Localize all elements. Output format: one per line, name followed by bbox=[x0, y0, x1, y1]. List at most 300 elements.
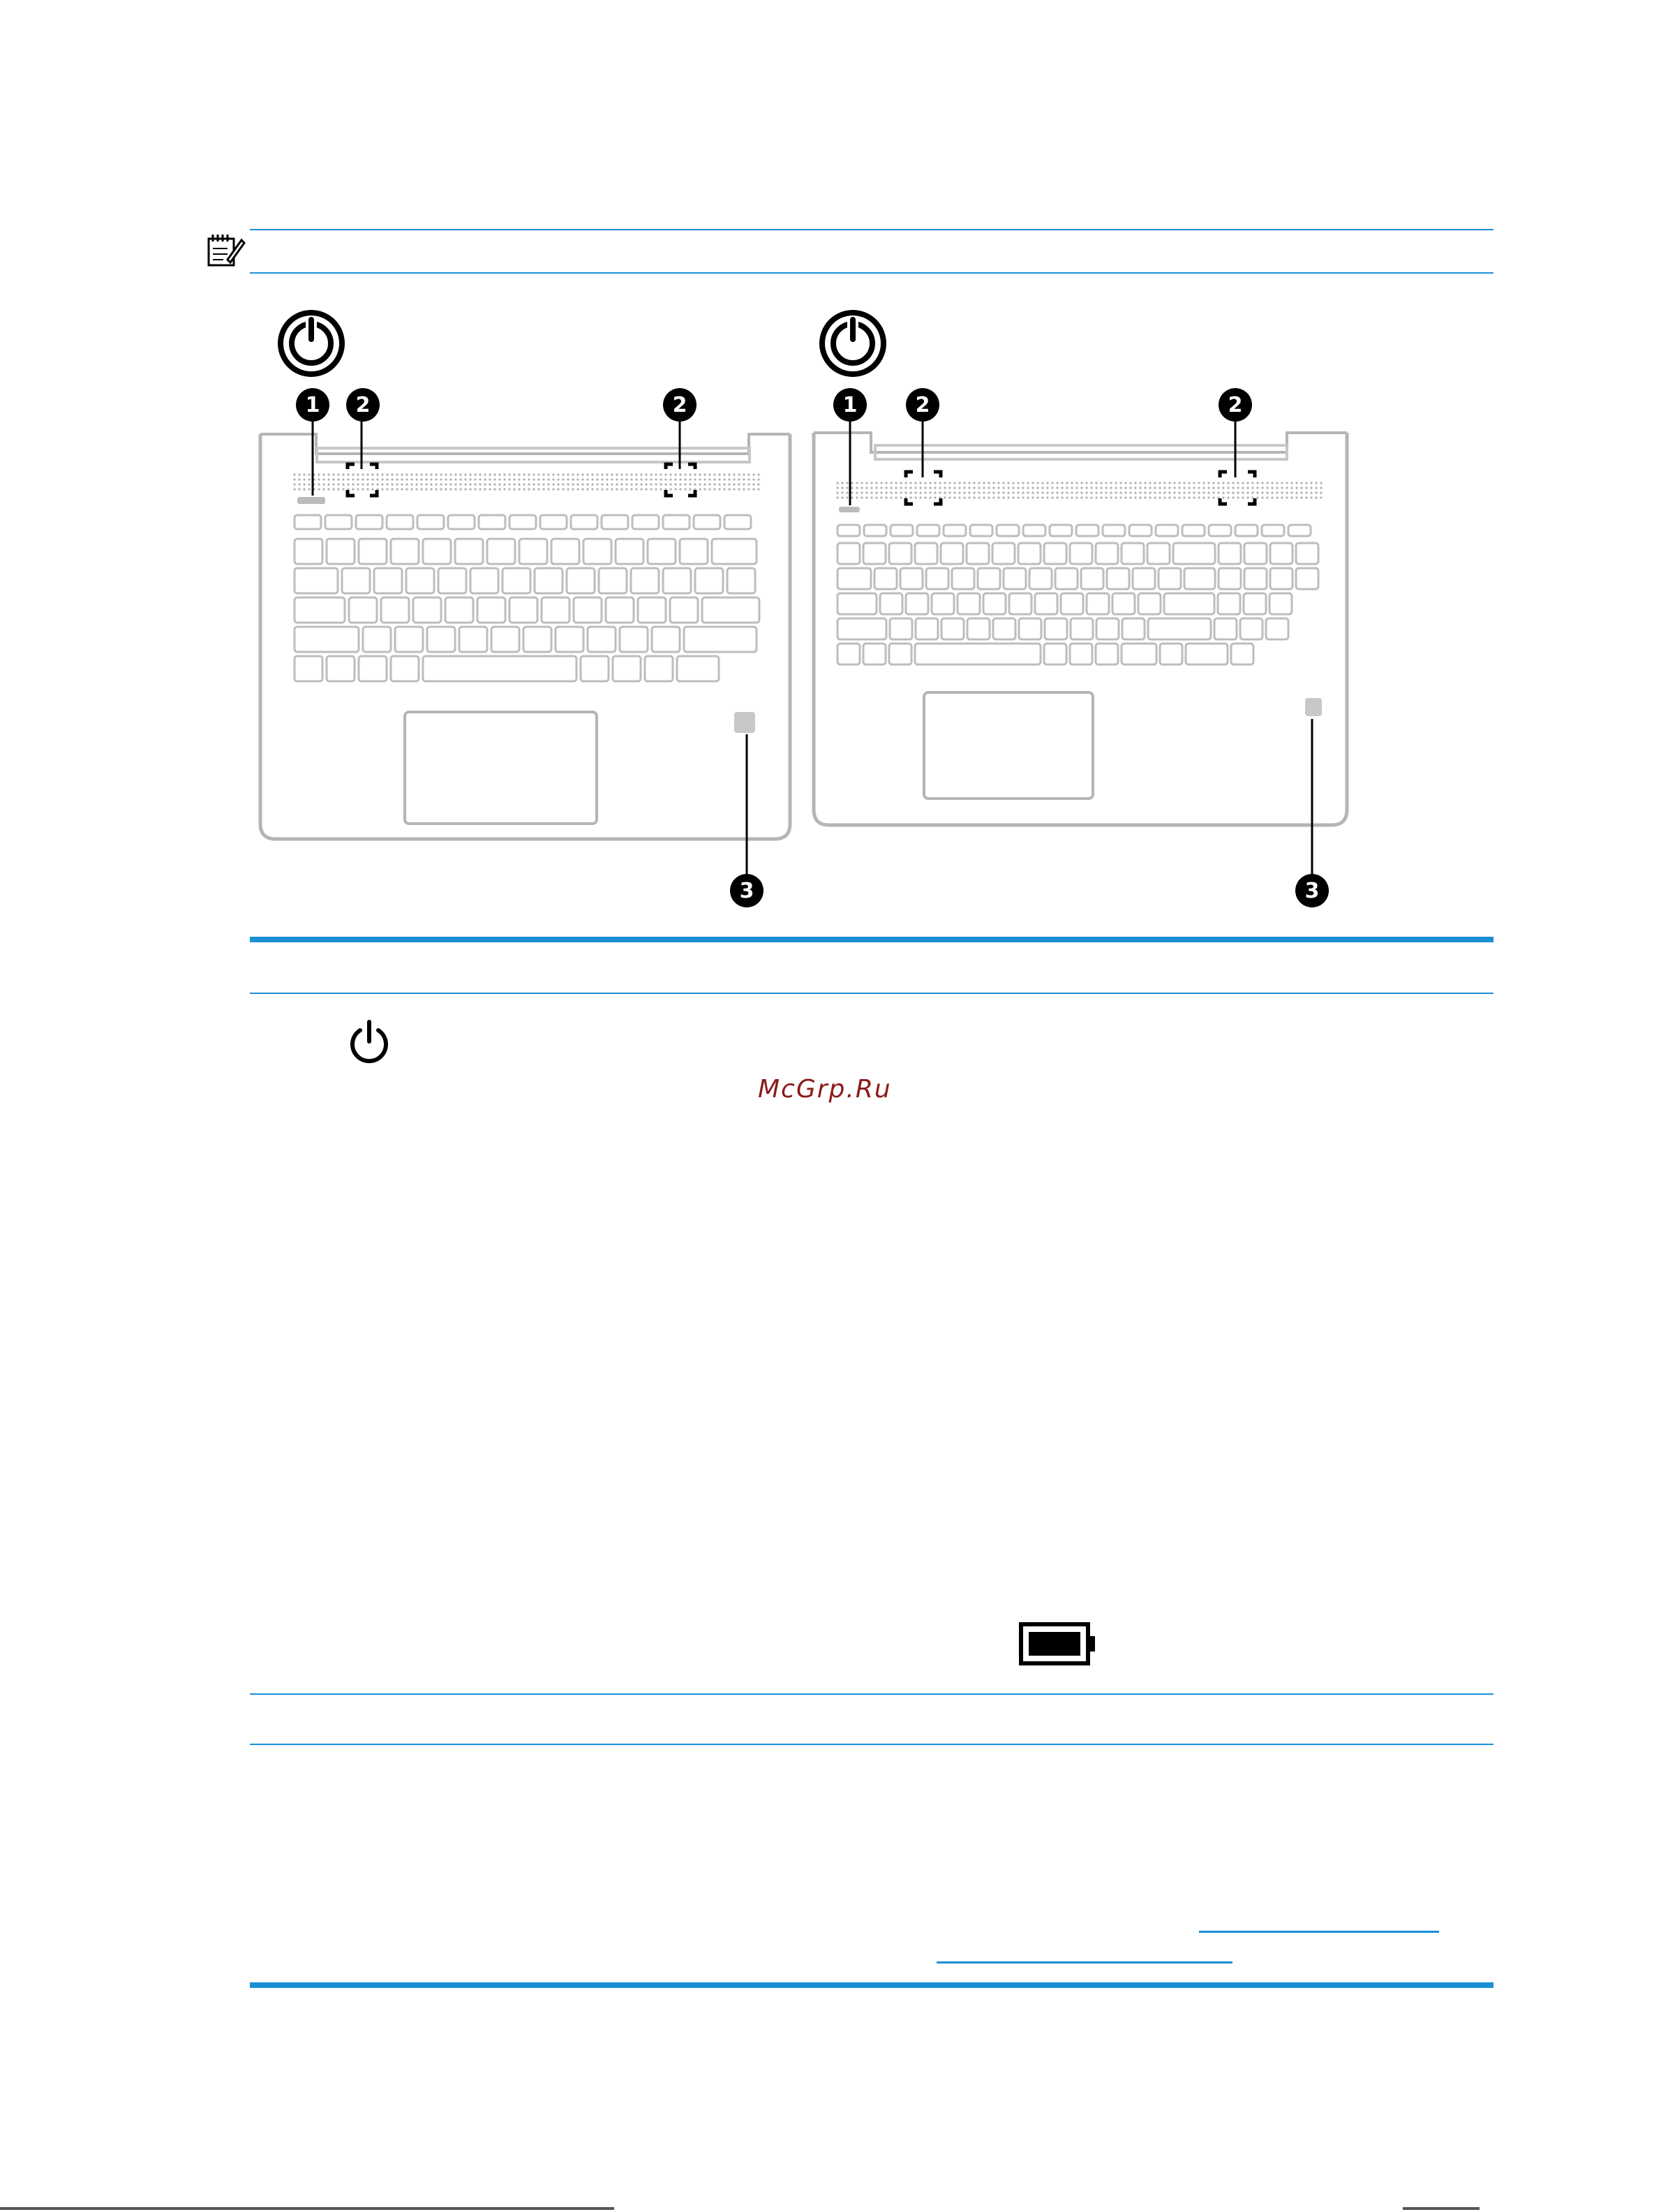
keyboard-key bbox=[915, 543, 937, 564]
speaker-hole bbox=[381, 488, 383, 490]
keyboard-key bbox=[1070, 644, 1092, 665]
speaker-hole bbox=[723, 488, 725, 490]
speaker-hole bbox=[1124, 487, 1126, 489]
speaker-hole bbox=[410, 473, 412, 475]
keyboard-key bbox=[551, 539, 579, 564]
keyboard-key bbox=[479, 515, 505, 529]
speaker-hole bbox=[1295, 491, 1297, 493]
speaker-hole bbox=[660, 483, 662, 485]
speaker-hole bbox=[664, 478, 666, 480]
speaker-hole bbox=[1115, 487, 1117, 489]
speaker-hole bbox=[1242, 496, 1244, 498]
speaker-hole bbox=[1031, 482, 1034, 484]
keyboard-key bbox=[1035, 593, 1057, 614]
speaker-hole bbox=[1085, 491, 1087, 493]
speaker-hole bbox=[738, 483, 740, 485]
left-laptop bbox=[260, 313, 790, 907]
speaker-hole bbox=[1036, 491, 1038, 493]
speaker-hole bbox=[445, 473, 447, 475]
speaker-hole bbox=[342, 488, 344, 490]
keyboard-key bbox=[863, 543, 886, 564]
speaker-hole bbox=[708, 488, 710, 490]
speaker-hole bbox=[733, 473, 735, 475]
speaker-hole bbox=[1022, 491, 1024, 493]
speaker-hole bbox=[997, 487, 999, 489]
speaker-hole bbox=[963, 491, 965, 493]
speaker-hole bbox=[655, 483, 657, 485]
speaker-hole bbox=[1198, 482, 1200, 484]
speaker-hole bbox=[909, 482, 911, 484]
speaker-hole bbox=[856, 482, 858, 484]
speaker-hole bbox=[1183, 491, 1185, 493]
speaker-hole bbox=[513, 473, 515, 475]
speaker-hole bbox=[1080, 482, 1082, 484]
speaker-hole bbox=[513, 478, 515, 480]
speaker-hole bbox=[596, 478, 598, 480]
speaker-hole bbox=[474, 478, 476, 480]
speaker-hole bbox=[386, 488, 388, 490]
speaker-hole bbox=[948, 482, 951, 484]
speaker-hole bbox=[650, 478, 652, 480]
speaker-hole bbox=[846, 482, 848, 484]
keyboard-key bbox=[724, 515, 751, 529]
speaker-hole bbox=[1061, 487, 1063, 489]
keyboard-key bbox=[1159, 568, 1181, 589]
speaker-hole bbox=[1061, 496, 1063, 498]
speaker-hole bbox=[405, 478, 408, 480]
keyboard-key bbox=[349, 597, 377, 623]
speaker-hole bbox=[1075, 487, 1078, 489]
keyboard-key bbox=[837, 543, 860, 564]
speaker-hole bbox=[1095, 487, 1097, 489]
speaker-hole bbox=[1246, 491, 1249, 493]
speaker-hole bbox=[332, 478, 334, 480]
speaker-hole bbox=[1154, 491, 1156, 493]
speaker-hole bbox=[459, 488, 461, 490]
speaker-hole bbox=[420, 483, 422, 485]
speaker-hole bbox=[1183, 487, 1185, 489]
svg-text:2: 2 bbox=[672, 393, 687, 417]
keyboard-key bbox=[1288, 525, 1311, 536]
speaker-hole bbox=[703, 483, 706, 485]
speaker-hole bbox=[738, 473, 740, 475]
speaker-hole bbox=[1237, 482, 1239, 484]
keyboard-key bbox=[890, 618, 912, 639]
speaker-hole bbox=[606, 488, 608, 490]
speaker-hole bbox=[337, 483, 339, 485]
keyboard-key bbox=[1235, 525, 1258, 536]
speaker-hole bbox=[1139, 496, 1141, 498]
speaker-hole bbox=[900, 487, 902, 489]
speaker-hole bbox=[1124, 482, 1126, 484]
speaker-hole bbox=[669, 483, 671, 485]
keyboard-key bbox=[491, 627, 519, 652]
speaker-hole bbox=[1276, 496, 1278, 498]
keyboard-key bbox=[941, 543, 963, 564]
keyboard-key bbox=[958, 593, 980, 614]
speaker-hole bbox=[630, 478, 632, 480]
speaker-hole bbox=[493, 473, 496, 475]
speaker-hole bbox=[576, 488, 579, 490]
speaker-hole bbox=[1281, 496, 1283, 498]
speaker-hole bbox=[757, 483, 759, 485]
speaker-hole bbox=[440, 488, 442, 490]
speaker-hole bbox=[1276, 487, 1278, 489]
speaker-hole bbox=[1071, 482, 1073, 484]
speaker-hole bbox=[1149, 482, 1151, 484]
speaker-hole bbox=[934, 491, 936, 493]
speaker-hole bbox=[718, 483, 720, 485]
keyboard-key bbox=[423, 539, 451, 564]
speaker-hole bbox=[973, 487, 975, 489]
speaker-hole bbox=[362, 483, 364, 485]
speaker-hole bbox=[988, 491, 990, 493]
speaker-hole bbox=[1202, 491, 1205, 493]
speaker-hole bbox=[635, 488, 637, 490]
speaker-hole bbox=[1212, 482, 1214, 484]
speaker-hole bbox=[625, 473, 627, 475]
speaker-hole bbox=[1173, 496, 1175, 498]
speaker-hole bbox=[635, 473, 637, 475]
keyboard-key bbox=[1133, 568, 1155, 589]
keyboard-key bbox=[1044, 543, 1066, 564]
speaker-hole bbox=[861, 482, 863, 484]
keyboard-key bbox=[1071, 618, 1093, 639]
speaker-hole bbox=[1159, 496, 1161, 498]
link-underline[interactable] bbox=[1199, 1931, 1439, 1933]
speaker-hole bbox=[503, 488, 505, 490]
speaker-hole bbox=[841, 487, 843, 489]
speaker-hole bbox=[557, 488, 559, 490]
speaker-hole bbox=[420, 473, 422, 475]
speaker-hole bbox=[1183, 496, 1185, 498]
keyboard-key bbox=[602, 515, 628, 529]
speaker-hole bbox=[630, 483, 632, 485]
speaker-hole bbox=[581, 483, 583, 485]
right-power-button bbox=[839, 507, 860, 512]
speaker-hole bbox=[474, 483, 476, 485]
speaker-hole bbox=[1251, 482, 1253, 484]
power-icon bbox=[281, 313, 342, 374]
keyboard-key bbox=[983, 593, 1006, 614]
speaker-hole bbox=[747, 478, 750, 480]
speaker-hole bbox=[454, 483, 456, 485]
speaker-hole bbox=[1090, 496, 1092, 498]
speaker-hole bbox=[581, 478, 583, 480]
speaker-hole bbox=[836, 482, 838, 484]
speaker-hole bbox=[939, 482, 941, 484]
speaker-hole bbox=[1139, 482, 1141, 484]
keyboard-key bbox=[509, 597, 537, 623]
speaker-hole bbox=[978, 496, 980, 498]
keyboard-key bbox=[445, 597, 473, 623]
speaker-hole bbox=[747, 488, 750, 490]
speaker-hole bbox=[679, 478, 681, 480]
speaker-hole bbox=[415, 478, 417, 480]
keyboard-key bbox=[1219, 543, 1241, 564]
speaker-hole bbox=[401, 478, 403, 480]
speaker-hole bbox=[841, 496, 843, 498]
keyboard-key bbox=[1160, 644, 1182, 665]
keyboard-key bbox=[967, 618, 990, 639]
speaker-hole bbox=[1168, 482, 1170, 484]
speaker-hole bbox=[581, 473, 583, 475]
speaker-hole bbox=[1066, 496, 1068, 498]
speaker-hole bbox=[445, 483, 447, 485]
speaker-hole bbox=[890, 491, 892, 493]
speaker-hole bbox=[660, 478, 662, 480]
speaker-hole bbox=[1193, 491, 1195, 493]
callout-3 bbox=[730, 874, 764, 907]
keyboard-key bbox=[1173, 543, 1215, 564]
speaker-hole bbox=[562, 488, 564, 490]
speaker-hole bbox=[752, 483, 754, 485]
speaker-hole bbox=[371, 473, 373, 475]
speaker-hole bbox=[861, 491, 863, 493]
speaker-hole bbox=[733, 488, 735, 490]
speaker-hole bbox=[944, 487, 946, 489]
speaker-hole bbox=[405, 488, 408, 490]
speaker-hole bbox=[870, 491, 872, 493]
speaker-hole bbox=[1159, 482, 1161, 484]
speaker-hole bbox=[1134, 487, 1136, 489]
speaker-hole bbox=[728, 483, 730, 485]
speaker-hole bbox=[405, 483, 408, 485]
speaker-hole bbox=[640, 483, 642, 485]
speaker-hole bbox=[919, 496, 921, 498]
speaker-hole bbox=[1085, 496, 1087, 498]
svg-text:2: 2 bbox=[915, 393, 930, 417]
speaker-hole bbox=[1295, 482, 1297, 484]
speaker-hole bbox=[1305, 491, 1307, 493]
keyboard-key bbox=[574, 597, 602, 623]
speaker-hole bbox=[836, 487, 838, 489]
keyboard-key bbox=[917, 525, 939, 536]
speaker-hole bbox=[1129, 487, 1131, 489]
keyboard-key bbox=[1096, 543, 1118, 564]
speaker-hole bbox=[523, 473, 525, 475]
speaker-hole bbox=[1188, 487, 1190, 489]
speaker-hole bbox=[469, 473, 471, 475]
speaker-hole bbox=[1188, 491, 1190, 493]
speaker-hole bbox=[1227, 487, 1229, 489]
speaker-hole bbox=[1242, 491, 1244, 493]
speaker-hole bbox=[973, 491, 975, 493]
speaker-hole bbox=[1119, 496, 1122, 498]
speaker-hole bbox=[723, 478, 725, 480]
speaker-hole bbox=[865, 496, 867, 498]
speaker-hole bbox=[978, 487, 980, 489]
speaker-hole bbox=[1085, 482, 1087, 484]
speaker-hole bbox=[909, 491, 911, 493]
speaker-hole bbox=[684, 483, 686, 485]
speaker-hole bbox=[841, 491, 843, 493]
keyboard-key bbox=[993, 618, 1015, 639]
keyboard-key bbox=[535, 568, 563, 593]
speaker-hole bbox=[669, 478, 671, 480]
keyboard-key bbox=[359, 656, 387, 681]
speaker-hole bbox=[1046, 491, 1048, 493]
speaker-hole bbox=[851, 487, 853, 489]
speaker-hole bbox=[1046, 496, 1048, 498]
callout-2 bbox=[1219, 388, 1252, 422]
speaker-hole bbox=[934, 487, 936, 489]
speaker-hole bbox=[386, 478, 388, 480]
speaker-hole bbox=[694, 483, 696, 485]
speaker-hole bbox=[1276, 482, 1278, 484]
speaker-hole bbox=[738, 488, 740, 490]
left-speaker-grille bbox=[293, 473, 759, 490]
speaker-hole bbox=[376, 483, 378, 485]
speaker-hole bbox=[532, 478, 535, 480]
keyboard-key bbox=[1244, 568, 1267, 589]
note-icon bbox=[207, 233, 246, 268]
speaker-hole bbox=[728, 478, 730, 480]
speaker-hole bbox=[895, 491, 897, 493]
table-bottom-rule bbox=[250, 1982, 1494, 1988]
speaker-hole bbox=[1056, 491, 1058, 493]
callout-2 bbox=[663, 388, 697, 422]
speaker-hole bbox=[318, 483, 320, 485]
speaker-hole bbox=[454, 473, 456, 475]
speaker-hole bbox=[1124, 491, 1126, 493]
speaker-hole bbox=[1041, 496, 1043, 498]
speaker-hole bbox=[303, 473, 305, 475]
speaker-hole bbox=[1002, 496, 1004, 498]
speaker-hole bbox=[567, 488, 569, 490]
speaker-hole bbox=[352, 488, 354, 490]
speaker-hole bbox=[357, 473, 359, 475]
speaker-hole bbox=[430, 478, 432, 480]
speaker-hole bbox=[733, 478, 735, 480]
speaker-hole bbox=[713, 473, 715, 475]
speaker-hole bbox=[1212, 496, 1214, 498]
speaker-hole bbox=[420, 478, 422, 480]
keyboard-key bbox=[327, 539, 355, 564]
speaker-hole bbox=[909, 487, 911, 489]
speaker-hole bbox=[650, 488, 652, 490]
keyboard-key bbox=[932, 593, 954, 614]
speaker-hole bbox=[1066, 491, 1068, 493]
keyboard-key bbox=[1122, 543, 1144, 564]
speaker-hole bbox=[1188, 482, 1190, 484]
speaker-hole bbox=[508, 478, 510, 480]
speaker-hole bbox=[904, 482, 907, 484]
speaker-hole bbox=[611, 483, 613, 485]
speaker-hole bbox=[1256, 482, 1258, 484]
speaker-hole bbox=[1290, 482, 1293, 484]
speaker-hole bbox=[322, 478, 325, 480]
keyboard-key bbox=[1107, 568, 1129, 589]
keyboard-key bbox=[448, 515, 475, 529]
speaker-hole bbox=[660, 488, 662, 490]
keyboard-key bbox=[837, 568, 871, 589]
speaker-hole bbox=[625, 488, 627, 490]
scan-edge-mark bbox=[0, 2207, 614, 2210]
speaker-hole bbox=[474, 473, 476, 475]
speaker-hole bbox=[484, 478, 486, 480]
keyboard-key bbox=[1296, 568, 1318, 589]
speaker-hole bbox=[484, 483, 486, 485]
speaker-hole bbox=[537, 483, 539, 485]
speaker-hole bbox=[591, 483, 593, 485]
speaker-hole bbox=[532, 488, 535, 490]
speaker-hole bbox=[1046, 482, 1048, 484]
speaker-hole bbox=[1115, 482, 1117, 484]
speaker-hole bbox=[723, 473, 725, 475]
speaker-hole bbox=[1007, 487, 1009, 489]
speaker-hole bbox=[606, 478, 608, 480]
speaker-hole bbox=[484, 473, 486, 475]
speaker-hole bbox=[440, 478, 442, 480]
speaker-hole bbox=[694, 473, 696, 475]
speaker-hole bbox=[1012, 482, 1014, 484]
speaker-hole bbox=[1315, 482, 1317, 484]
keyboard-key bbox=[295, 515, 321, 529]
speaker-hole bbox=[846, 491, 848, 493]
keyboard-key bbox=[992, 543, 1015, 564]
keyboard-key bbox=[837, 525, 860, 536]
speaker-hole bbox=[992, 482, 995, 484]
speaker-hole bbox=[440, 473, 442, 475]
keyboard-key bbox=[509, 515, 536, 529]
speaker-hole bbox=[572, 483, 574, 485]
speaker-hole bbox=[968, 496, 970, 498]
speaker-hole bbox=[532, 483, 535, 485]
speaker-hole bbox=[757, 478, 759, 480]
speaker-hole bbox=[948, 487, 951, 489]
speaker-hole bbox=[1066, 482, 1068, 484]
speaker-hole bbox=[366, 473, 368, 475]
link-underline[interactable] bbox=[937, 1961, 1232, 1964]
keyboard-key bbox=[1269, 593, 1292, 614]
speaker-hole bbox=[293, 483, 295, 485]
svg-text:3: 3 bbox=[1304, 879, 1320, 903]
speaker-hole bbox=[1198, 487, 1200, 489]
keyboard-key bbox=[926, 568, 948, 589]
speaker-hole bbox=[846, 487, 848, 489]
speaker-hole bbox=[1198, 496, 1200, 498]
speaker-hole bbox=[841, 482, 843, 484]
speaker-hole bbox=[929, 482, 931, 484]
speaker-hole bbox=[645, 488, 647, 490]
speaker-hole bbox=[1046, 487, 1048, 489]
speaker-hole bbox=[939, 491, 941, 493]
speaker-hole bbox=[1320, 487, 1322, 489]
speaker-hole bbox=[1320, 482, 1322, 484]
speaker-hole bbox=[1232, 487, 1234, 489]
speaker-hole bbox=[498, 478, 500, 480]
keyboard-key bbox=[1096, 644, 1118, 665]
speaker-hole bbox=[1261, 487, 1263, 489]
speaker-hole bbox=[856, 487, 858, 489]
speaker-hole bbox=[1134, 496, 1136, 498]
speaker-hole bbox=[1173, 491, 1175, 493]
callout-1 bbox=[833, 388, 867, 422]
keyboard-key bbox=[1055, 568, 1078, 589]
keyboard-key bbox=[889, 543, 911, 564]
speaker-hole bbox=[435, 488, 437, 490]
keyboard-key bbox=[1209, 525, 1231, 536]
speaker-hole bbox=[1036, 496, 1038, 498]
keyboard-key bbox=[1214, 618, 1237, 639]
speaker-hole bbox=[655, 488, 657, 490]
speaker-hole bbox=[562, 478, 564, 480]
speaker-hole bbox=[1144, 496, 1146, 498]
speaker-hole bbox=[988, 482, 990, 484]
speaker-hole bbox=[1207, 491, 1209, 493]
keyboard-key bbox=[1070, 543, 1092, 564]
